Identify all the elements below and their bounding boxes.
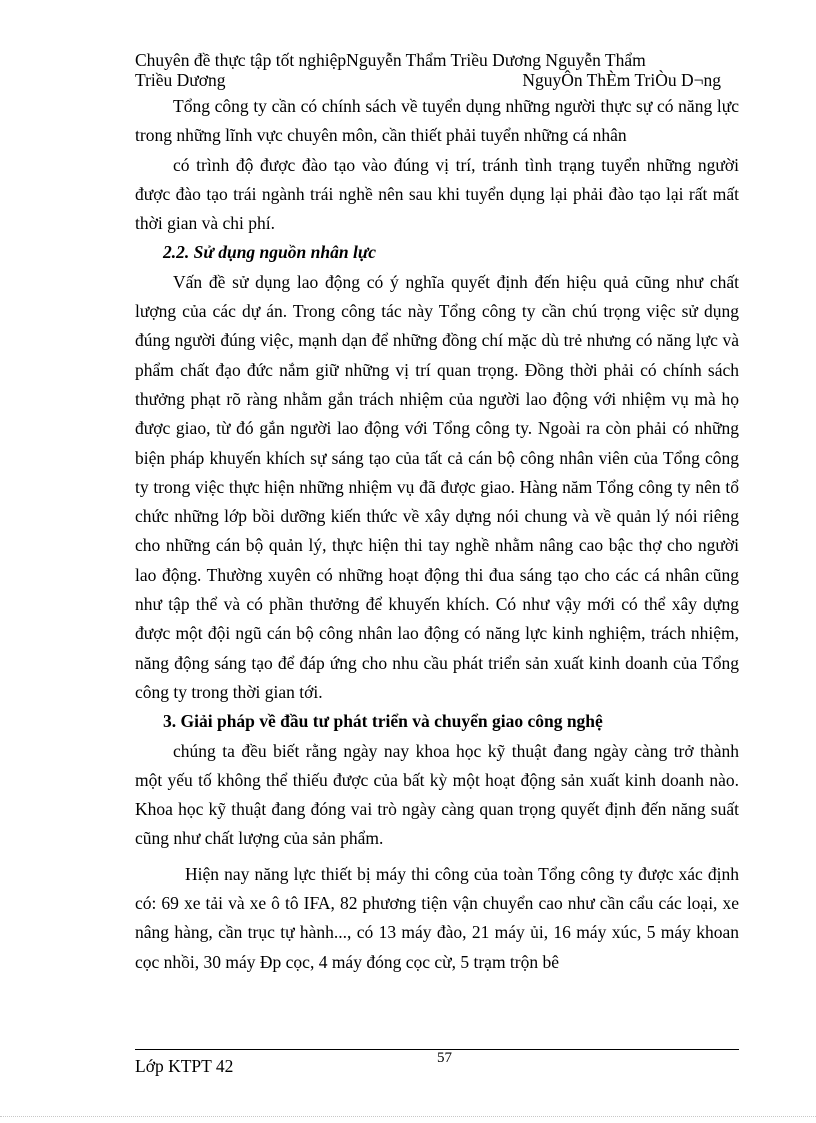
page-number: 57 bbox=[437, 1050, 452, 1066]
footer-class-label: Lớp KTPT 42 bbox=[135, 1056, 234, 1076]
header-line-2 bbox=[135, 70, 721, 90]
header-line-2-left: Triều Dương bbox=[135, 70, 226, 90]
paragraph-3: Vấn đề sử dụng lao động có ý nghĩa quyết định đến hiệu quả cũng như chất lượng của các dự án. Trong công tác này Tổng công ty cần chú trọng việc sử dụng đúng người đúng việc, mạnh dạn để những đồng chí mặc dù trẻ nhưng có năng lực và phẩm chất đạo đức nắm giữ những vị trí quan trọng. Đồng thời phải có chính sách thưởng phạt rõ ràng nhằm gắn trách nhiệm của người lao động với nhiệm vụ mà họ được giao, từ đó gắn người lao động với Tổng công ty. Ngoài ra còn phải có những biện pháp khuyến khích sự sáng tạo của tất cả cán bộ công nhân viên của Tổng công ty trong việc thực hiện những nhiệm vụ đã được giao. Hàng năm Tổng công ty nên tổ chức những lớp bồi dưỡng kiến thức về xây dựng nói chung và về quản lý nói riêng cho những cán bộ quản lý, thực hiện thi tay nghề nhằm nâng cao bậc thợ cho người lao động. Thường xuyên có những hoạt động thi đua sáng tạo cho các cá nhân cũng như tập thể và có phần thưởng để khuyến khích. Có như vậy mới có thể xây dựng được một đội ngũ cán bộ công nhân lao động có năng lực kinh nghiệm, trách nhiệm, năng động sáng tạo để đáp ứng cho nhu cầu phát triển sản xuất kinh doanh của Tổng công ty trong thời gian tới. bbox=[135, 271, 739, 702]
header-line-2-right: NguyÔn ThÈm TriÒu D¬ng bbox=[522, 70, 721, 90]
paragraph-2: có trình độ được đào tạo vào đúng vị trí, tránh tình trạng tuyển những người được đào tạo trái ngành trái nghề nên sau khi tuyển dụng lại phải đào tạo lại rất mất thời gian và chi phí. bbox=[135, 154, 739, 234]
section-heading-3: 3. Giải pháp về đầu tư phát triển và chuyển giao công nghệ bbox=[163, 711, 603, 732]
section-heading-2-2: 2.2. Sử dụng nguồn nhân lực bbox=[163, 242, 377, 263]
paragraph-4: chúng ta đều biết rằng ngày nay khoa học kỹ thuật đang ngày càng trở thành một yếu tố không thể thiếu được của bất kỳ một hoạt động sản xuất kinh doanh nào. Khoa học kỹ thuật đang đóng vai trò ngày càng quan trọng quyết định đến năng suất cũng như chất lượng của sản phẩm. bbox=[135, 740, 739, 849]
paragraph-5: Hiện nay năng lực thiết bị máy thi công của toàn Tổng công ty được xác định có: 69 xe tải và xe ô tô IFA, 82 phương tiện vận chuyển cao như cần cẩu các loại, xe nâng hàng, cần trục tự hành..., có 13 máy đào, 21 máy ủi, 16 máy xúc, 5 máy khoan cọc nhồi, 30 máy Ðp cọc, 4 máy đóng cọc cừ, 5 trạm trộn bê bbox=[135, 863, 739, 972]
page-break-line bbox=[0, 1116, 816, 1117]
document-body bbox=[135, 92, 739, 977]
header-line-1: Chuyên đề thực tập tốt nghiệpNguyễn Thẩm Triều Dương Nguyễn Thẩm bbox=[135, 50, 646, 70]
page-header bbox=[135, 50, 735, 90]
paragraph-1: Tổng công ty cần có chính sách về tuyển dụng những người thực sự có năng lực trong những lĩnh vực chuyên môn, cần thiết phải tuyển những cá nhân bbox=[135, 96, 739, 146]
